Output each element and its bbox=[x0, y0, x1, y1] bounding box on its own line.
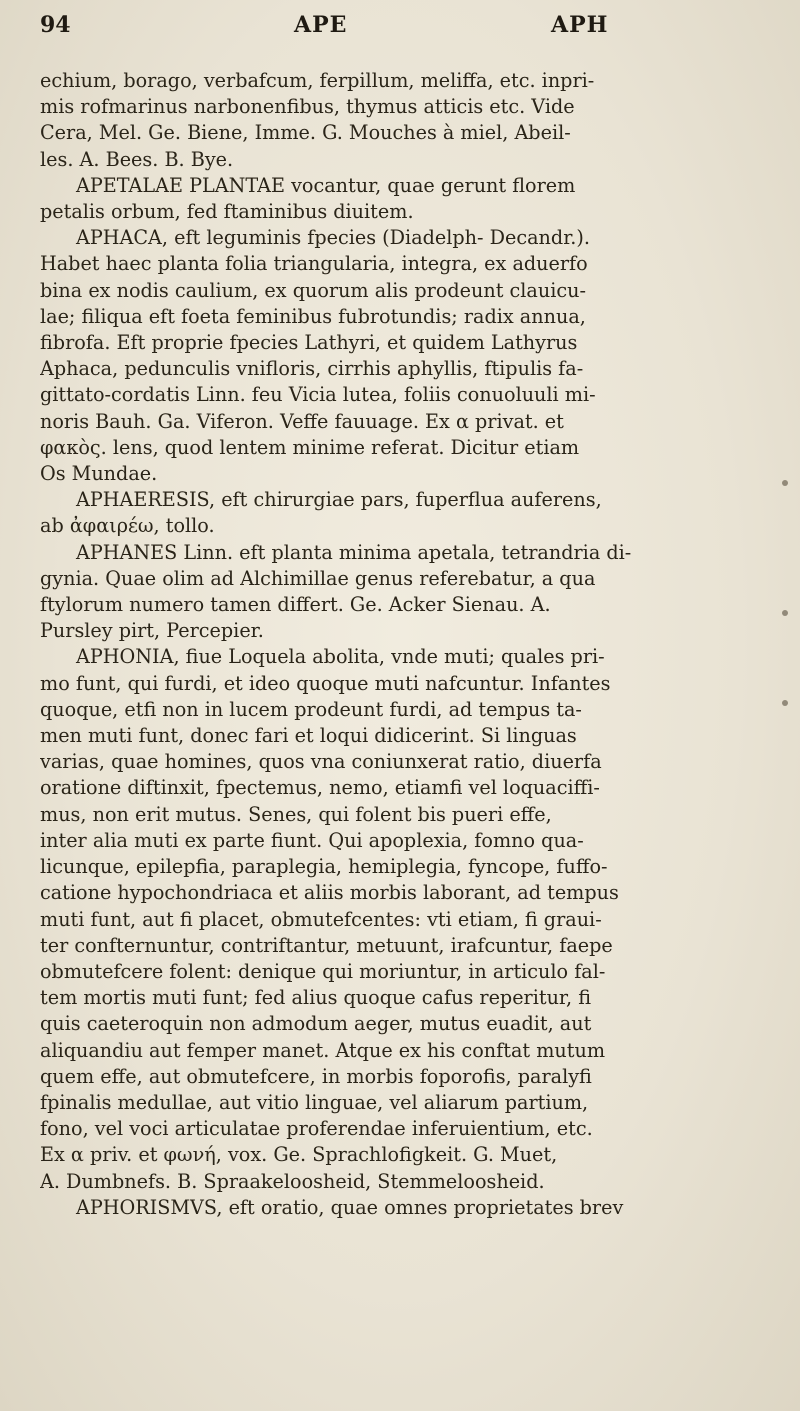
text-line: ftylorum numero tamen differt. Ge. Acker Sienau. A. bbox=[40, 593, 551, 617]
text-line: lae; filiqua eft foeta feminibus fubrotundis; radix annua, bbox=[40, 304, 586, 328]
text-line: licunque, epilepfia, paraplegia, hemiplegia, fyncope, fuffo- bbox=[40, 855, 608, 879]
text-line: Pursley pirt, Percepier. bbox=[40, 619, 264, 643]
text-line: noris Bauh. Ga. Viferon. Veffe fauuage. Ex α privat. et bbox=[40, 409, 564, 433]
text-line: mus, non erit mutus. Senes, qui folent bis pueri effe, bbox=[40, 802, 552, 826]
text-line: muti funt, aut fi placet, obmutefcentes: vti etiam, fi graui- bbox=[40, 907, 602, 931]
margin-speck bbox=[782, 610, 788, 616]
text-line: Os Mundae. bbox=[40, 462, 158, 486]
entry-heading-line: APHACA, eft leguminis fpecies (Diadelph- Decandr.). bbox=[76, 226, 590, 250]
entry-heading-line: APHANES Linn. eft planta minima apetala, tetrandria di- bbox=[76, 540, 632, 564]
running-head-right: APH bbox=[551, 12, 609, 38]
running-head-left: APE bbox=[294, 12, 348, 38]
text-line: quoque, etfi non in lucem prodeunt furdi, ad tempus ta- bbox=[40, 697, 582, 721]
text-line: bina ex nodis caulium, ex quorum alis prodeunt clauicu- bbox=[40, 278, 586, 302]
text-line: fibrofa. Eft proprie fpecies Lathyri, et quidem Lathyrus bbox=[40, 331, 578, 355]
text-line: tem mortis muti funt; fed alius quoque cafus reperitur, fi bbox=[40, 986, 591, 1010]
text-line: fpinalis medullae, aut vitio linguae, vel aliarum partium, bbox=[40, 1090, 589, 1114]
text-line: Aphaca, pedunculis vnifloris, cirrhis aphyllis, ftipulis fa- bbox=[40, 357, 584, 381]
text-line: les. A. Bees. B. Bye. bbox=[40, 147, 234, 171]
text-line: oratione diftinxit, fpectemus, nemo, etiamfi vel loquaciffi- bbox=[40, 776, 600, 800]
text-line: Habet haec planta folia triangularia, integra, ex aduerfo bbox=[40, 252, 588, 276]
entry-heading-line: APETALAE PLANTAE vocantur, quae gerunt florem bbox=[76, 173, 576, 197]
text-line: quis caeteroquin non admodum aeger, mutus euadit, aut bbox=[40, 1012, 592, 1036]
text-line: mo funt, qui furdi, et ideo quoque muti nafcuntur. Infantes bbox=[40, 671, 611, 695]
text-line: petalis orbum, fed ftaminibus diuitem. bbox=[40, 200, 414, 224]
text-line: echium, borago, verbafcum, ferpillum, meliffa, etc. inpri- bbox=[40, 69, 595, 92]
text-line: fono, vel voci articulatae proferendae inferuientium, etc. bbox=[40, 1117, 593, 1141]
text-line: ab ἀφαιρέω, tollo. bbox=[40, 514, 215, 538]
text-line: obmutefcere folent: denique qui moriuntur, in articulo fal- bbox=[40, 959, 606, 983]
text-line: Ex α priv. et φωνή, vox. Ge. Sprachlofigkeit. G. Muet, bbox=[40, 1143, 558, 1167]
text-line: gynia. Quae olim ad Alchimillae genus referebatur, a qua bbox=[40, 566, 596, 590]
text-line: men muti funt, donec fari et loqui didicerint. Si linguas bbox=[40, 724, 577, 748]
text-line: inter alia muti ex parte fiunt. Qui apoplexia, fomno qua- bbox=[40, 828, 584, 852]
text-line: mis rofmarinus narbonenfibus, thymus atticis etc. Vide bbox=[40, 95, 575, 119]
margin-speck bbox=[782, 480, 788, 486]
margin-speck bbox=[782, 700, 788, 706]
text-line: A. Dumbnefs. B. Spraakeloosheid, Stemmeloosheid. bbox=[40, 1169, 545, 1193]
text-line: catione hypochondriaca et aliis morbis laborant, ad tempus bbox=[40, 881, 619, 905]
page-header bbox=[26, 12, 760, 42]
text-line: aliquandiu aut femper manet. Atque ex his conftat mutum bbox=[40, 1038, 606, 1062]
page-number: 94 bbox=[40, 12, 71, 38]
entry-heading-line: APHORISMVS, eft oratio, quae omnes proprietates brev bbox=[76, 1195, 624, 1219]
entry-heading-line: APHAERESIS, eft chirurgiae pars, fuperflua auferens, bbox=[76, 488, 602, 512]
text-line: φακὸς. lens, quod lentem minime referat. Dicitur etiam bbox=[40, 435, 580, 459]
entry-heading-line: APHONIA, fiue Loquela abolita, vnde muti; quales pri- bbox=[76, 645, 605, 669]
text-line: Cera, Mel. Ge. Biene, Imme. G. Mouches à miel, Abeil- bbox=[40, 121, 571, 145]
text-line: varias, quae homines, quos vna coniunxerat ratio, diuerfa bbox=[40, 750, 602, 774]
text-line: quem effe, aut obmutefcere, in morbis foporofis, paralyfi bbox=[40, 1064, 592, 1088]
text-line: gittato-cordatis Linn. feu Vicia lutea, foliis conuoluuli mi- bbox=[40, 383, 596, 407]
text-line: ter confternuntur, contriftantur, metuunt, irafcuntur, faepe bbox=[40, 933, 613, 957]
body-text bbox=[40, 68, 754, 1221]
